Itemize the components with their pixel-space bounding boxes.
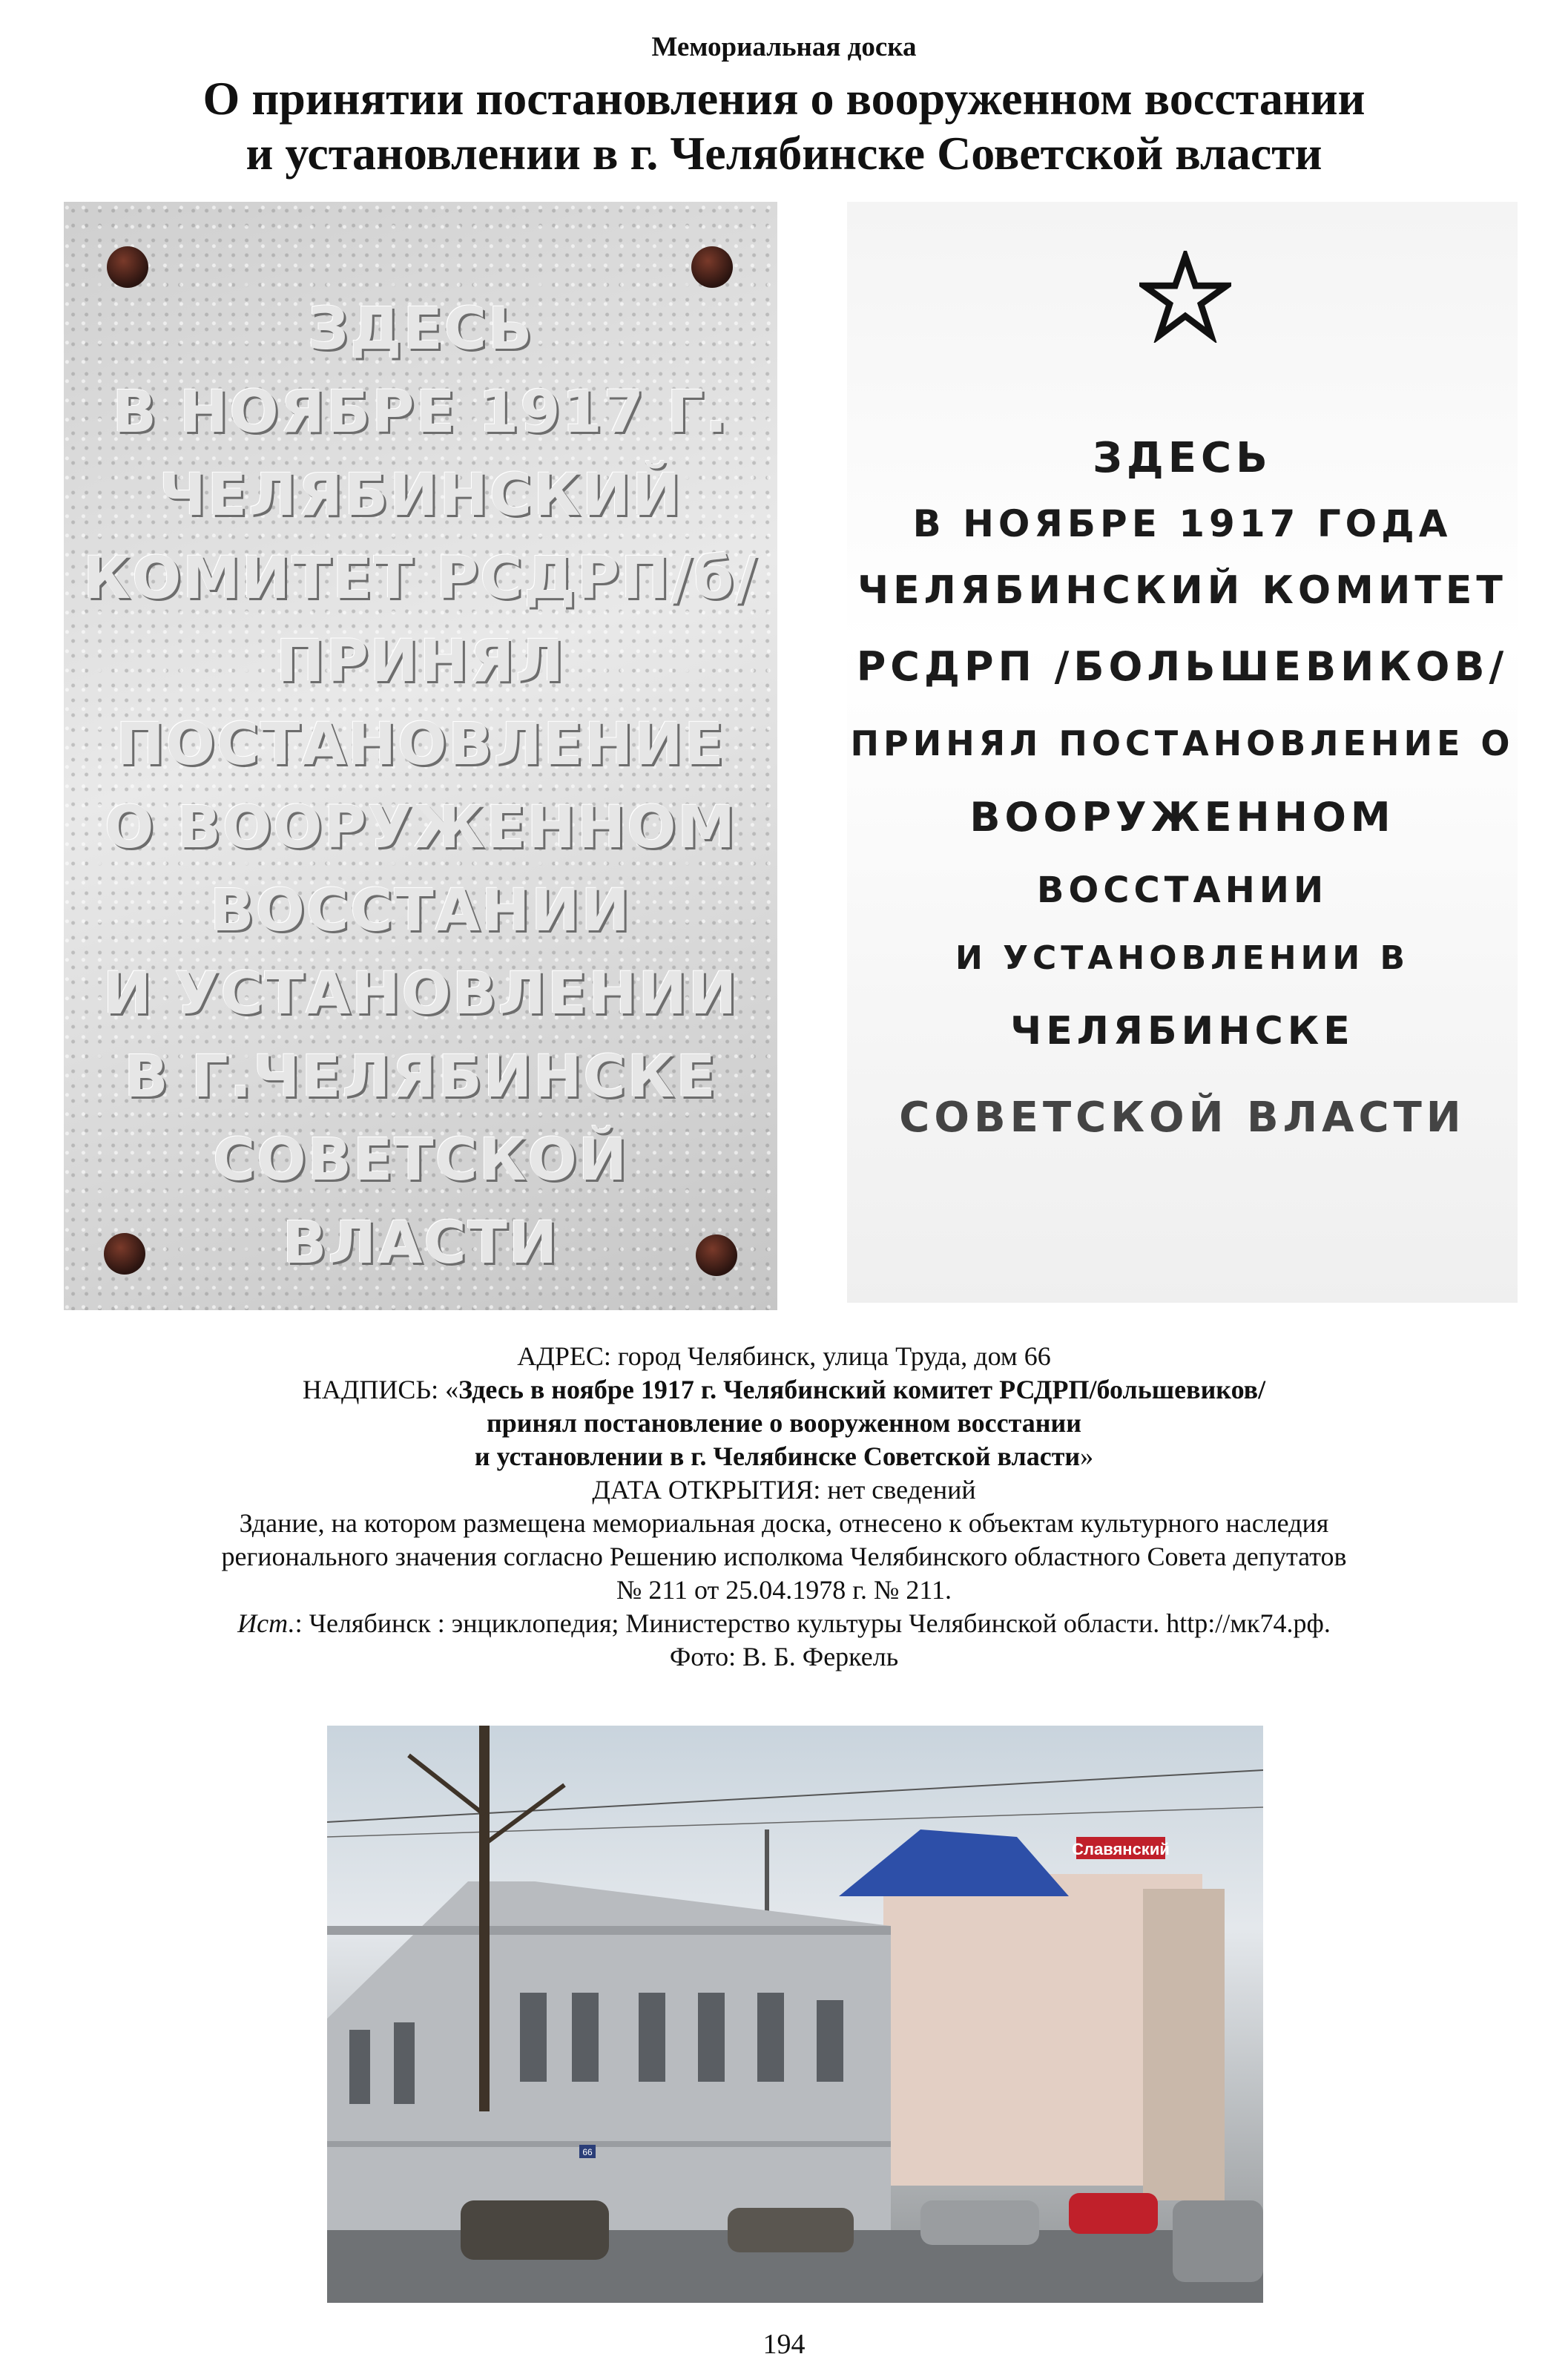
inscription-close-quote: »	[1080, 1441, 1094, 1471]
inscription-line	[0, 1373, 1568, 1407]
page-title	[0, 71, 1568, 181]
plaque-info	[0, 1340, 1568, 1674]
plaque-inscription	[64, 288, 777, 1285]
title-line: О принятии постановления о вооруженном восстании	[202, 72, 1366, 125]
inscription-text: и установлении в г. Челябинске Советской власти	[474, 1441, 1081, 1471]
plaque-line: В НОЯБРЕ 1917 Г.	[112, 379, 729, 446]
blue-roof	[839, 1829, 1069, 1896]
plaque-line: В НОЯБРЕ 1917 ГОДА	[912, 502, 1452, 545]
red-car	[1069, 2193, 1158, 2234]
heritage-note: Здание, на котором размещена мемориальная доска, отнесено к объектам культурного наследия	[239, 1508, 1329, 1538]
plaque-line: КОМИТЕТ РСДРП/б/	[83, 545, 758, 612]
address-line: АДРЕС: город Челябинск, улица Труда, дом 66	[517, 1341, 1051, 1371]
opening-date: ДАТА ОТКРЫТИЯ: нет сведений	[592, 1475, 976, 1505]
plaque-line: ПРИНЯЛ	[276, 628, 565, 695]
plaque-line: В Г.ЧЕЛЯБИНСКЕ	[124, 1044, 717, 1111]
plaque-photo-right	[847, 202, 1518, 1303]
building-photo-drawing	[327, 1726, 1263, 2303]
source-line	[0, 1607, 1568, 1640]
plaque-line: СОВЕТСКОЙ ВЛАСТИ	[899, 1094, 1466, 1142]
page-number: 194	[762, 2329, 806, 2360]
plaque-line: ЗДЕСЬ	[1093, 434, 1272, 482]
plaque-line: РСДРП /БОЛЬШЕВИКОВ/	[856, 643, 1509, 690]
store-sign: Славянский	[1072, 1840, 1170, 1858]
plaque-line: ВЛАСТИ	[282, 1210, 559, 1277]
plaque-line: ЗДЕСЬ	[307, 296, 534, 363]
inscription-label: НАДПИСЬ: «	[302, 1375, 459, 1404]
plaque-line: О ВООРУЖЕННОМ	[104, 795, 737, 861]
plaque-line: СОВЕТСКОЙ	[212, 1127, 629, 1194]
plaque-line: ЧЕЛЯБИНСКИЙ КОМИТЕТ	[857, 568, 1507, 613]
plaque-photo-left	[64, 202, 777, 1310]
heritage-note: № 211 от 25.04.1978 г. № 211.	[616, 1575, 952, 1605]
source-label: Ист.	[237, 1608, 295, 1638]
plaque-inscription-painted	[847, 424, 1518, 1166]
plaque-line: И УСТАНОВЛЕНИИ	[102, 961, 739, 1028]
star-icon	[1139, 251, 1231, 343]
plaque-line: И УСТАНОВЛЕНИИ В	[955, 939, 1410, 977]
inscription-text: принял постановление о вооруженном восстании	[487, 1408, 1081, 1438]
plaque-line: ЧЕЛЯБИНСКИЙ	[159, 462, 682, 529]
plaque-line: ЧЕЛЯБИНСКЕ	[1010, 1009, 1354, 1053]
source-text: : Челябинск : энциклопедия; Министерство культуры Челябинской области. http://мк74.рф.	[294, 1608, 1331, 1638]
photo-credit: Фото: В. Б. Феркель	[669, 1642, 899, 1671]
building-photo	[327, 1726, 1263, 2303]
plaque-line: ВОССТАНИИ	[1036, 869, 1328, 911]
page-kicker: Мемориальная доска	[651, 32, 917, 62]
bolt-icon	[107, 246, 148, 288]
plaque-line: ВООРУЖЕННОМ	[969, 794, 1395, 841]
inscription-text: Здесь в ноябре 1917 г. Челябинский комитет РСДРП/большевиков/	[458, 1375, 1266, 1404]
plaque-line: ПРИНЯЛ ПОСТАНОВЛЕНИЕ О	[850, 723, 1515, 763]
plaque-line: ВОССТАНИИ	[210, 878, 631, 944]
house-number: 66	[582, 2147, 593, 2157]
bolt-icon	[691, 246, 733, 288]
heritage-note: регионального значения согласно Решению исполкома Челябинского областного Совета депутатов	[221, 1542, 1347, 1571]
title-line: и установлении в г. Челябинске Советской власти	[246, 127, 1322, 180]
plaque-line: ПОСТАНОВЛЕНИЕ	[116, 711, 725, 778]
